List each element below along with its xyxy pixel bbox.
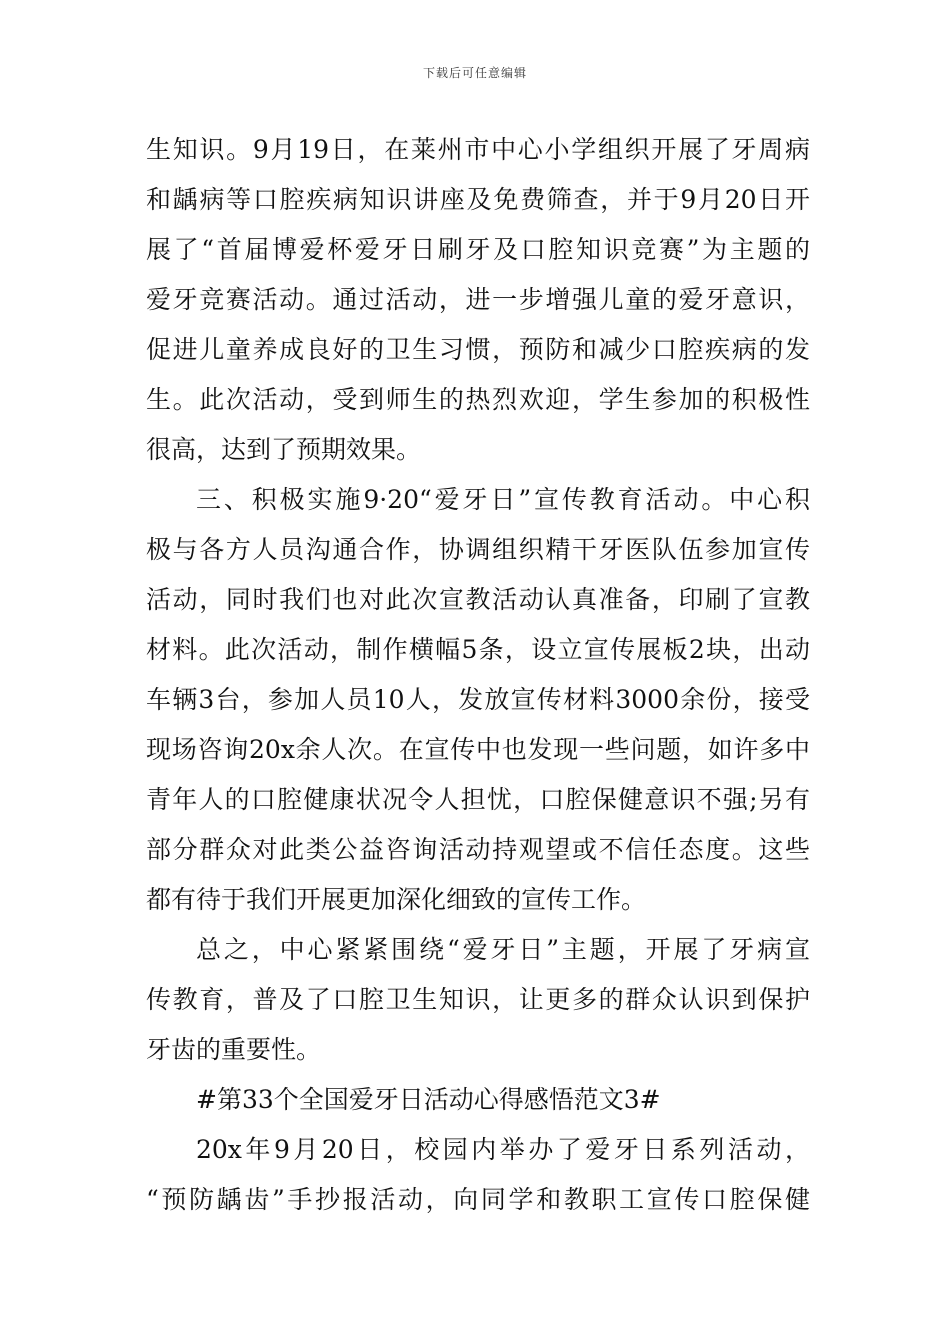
text-line: 牙齿的重要性。 xyxy=(146,1035,322,1064)
paragraph xyxy=(146,925,810,1075)
text-line: 和龋病等口腔疾病知识讲座及免费筛查，并于9月20日开 xyxy=(146,185,810,214)
text-line: 材料。此次活动，制作横幅5条，设立宣传展板2块，出动 xyxy=(146,635,810,664)
text-line: 生。此次活动，受到师生的热烈欢迎，学生参加的积极性 xyxy=(146,385,810,414)
text-line: 传教育，普及了口腔卫生知识，让更多的群众认识到保护 xyxy=(146,985,810,1014)
text-line: 展了“首届博爱杯爱牙日刷牙及口腔知识竞赛”为主题的 xyxy=(146,235,810,264)
paragraph xyxy=(146,1125,810,1225)
text-line: #第33个全国爱牙日活动心得感悟范文3# xyxy=(196,1085,661,1114)
text-line: 20x年9月20日，校园内举办了爱牙日系列活动， xyxy=(196,1135,810,1164)
text-line: 爱牙竞赛活动。通过活动，进一步增强儿童的爱牙意识， xyxy=(146,285,810,314)
section-heading xyxy=(146,1075,810,1125)
text-line: 很高，达到了预期效果。 xyxy=(146,435,422,464)
text-line: “预防龋齿”手抄报活动，向同学和教职工宣传口腔保健 xyxy=(146,1185,810,1214)
text-line: 都有待于我们开展更加深化细致的宣传工作。 xyxy=(146,885,647,914)
text-line: 三、积极实施9·20“爱牙日”宣传教育活动。中心积 xyxy=(196,485,810,514)
text-line: 总之，中心紧紧围绕“爱牙日”主题，开展了牙病宣 xyxy=(196,935,810,964)
text-line: 生知识。9月19日，在莱州市中心小学组织开展了牙周病 xyxy=(146,135,810,164)
paragraph xyxy=(146,475,810,925)
text-line: 极与各方人员沟通合作，协调组织精干牙医队伍参加宣传 xyxy=(146,535,810,564)
text-line: 促进儿童养成良好的卫生习惯，预防和减少口腔疾病的发 xyxy=(146,335,810,364)
text-line: 车辆3台，参加人员10人，发放宣传材料3000余份，接受 xyxy=(146,685,810,714)
page-header: 下载后可任意编辑 xyxy=(422,66,527,80)
text-line: 青年人的口腔健康状况令人担忧，口腔保健意识不强;另有 xyxy=(146,785,810,814)
text-line: 部分群众对此类公益咨询活动持观望或不信任态度。这些 xyxy=(146,835,810,864)
text-line: 活动，同时我们也对此次宣教活动认真准备，印刷了宣教 xyxy=(146,585,810,614)
paragraph xyxy=(146,125,810,475)
text-line: 现场咨询20x余人次。在宣传中也发现一些问题，如许多中 xyxy=(146,735,810,764)
document-body xyxy=(146,125,810,1225)
